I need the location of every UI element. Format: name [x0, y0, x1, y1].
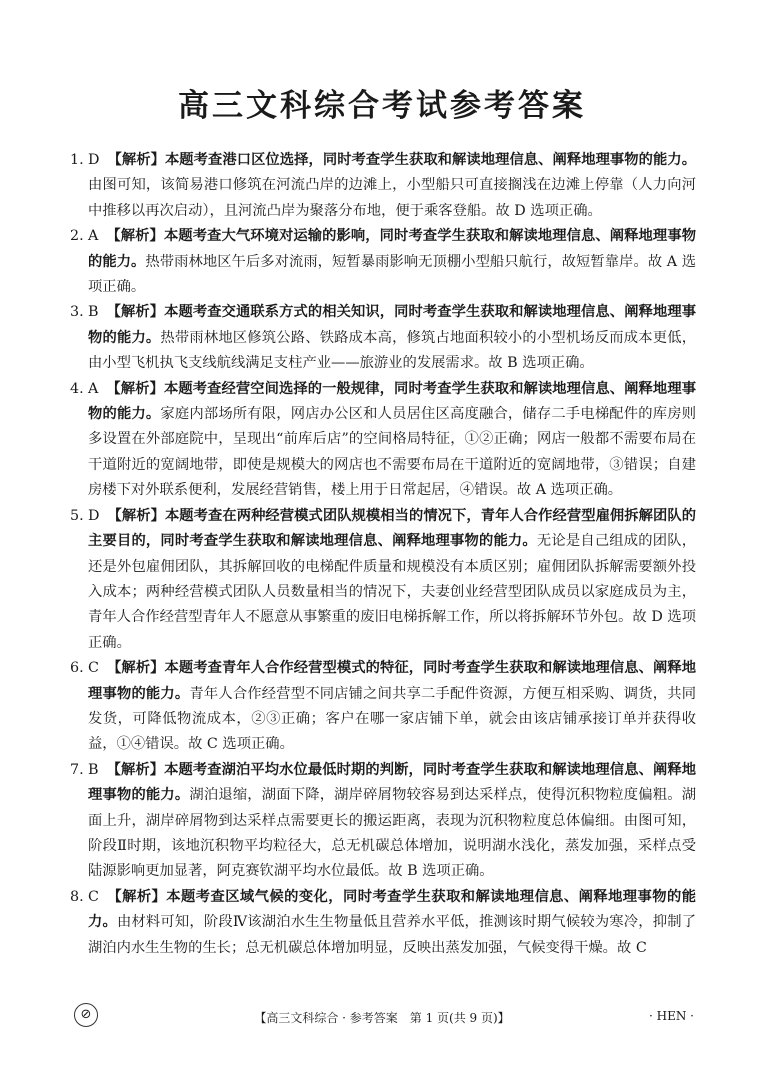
answer-intro: 【解析】本题考查区域气候的变化，同时考查学生获取和解读地理信息、阐释地理事物的能力。	[88, 888, 696, 931]
answer-choice: B	[88, 304, 99, 321]
answer-explanation: 湖泊退缩，湖面下降，湖岸碎屑物较容易到达采样点，使得沉积物粒度偏粗。湖面上升，湖岸碎屑物到达采样点需要更长的搬运距离，表现为沉积物粒度总体偏细。由图可知，阶段Ⅱ时期，该地沉积物平均粒径大，总无机碳总体增加，说明湖水浅化，蒸发加强，采样点受陆源影响更加显著，阿克赛钦湖平均水位最低。故 B 选项正确。	[88, 787, 697, 880]
answer-intro: 【解析】本题考查经营空间选择的一般规律，同时考查学生获取和解读地理信息、阐释地理事物的能力。	[88, 380, 696, 423]
answer-item	[70, 377, 696, 504]
answer-intro: 【解析】本题考查在两种经营模式团队规模相当的情况下，青年人合作经营型雇佣拆解团队的主要目的，同时考查学生获取和解读地理信息、阐释地理事物的能力。	[88, 507, 696, 550]
answer-choice: D	[88, 507, 100, 524]
answer-list	[70, 148, 696, 961]
answer-item	[70, 885, 696, 961]
answer-choice: A	[88, 380, 99, 397]
publisher-logo-icon: ⊘	[74, 1003, 98, 1027]
answer-item	[70, 148, 696, 224]
answer-explanation: 无论是自己组成的团队，还是外包雇佣团队，其拆解回收的电梯配件质量和规模没有本质区别；雇佣团队拆解需要额外投入成本；两种经营模式团队人员数量相当的情况下，夫妻创业经营型团队成员以家庭成员为主，青年人合作经营型青年人不愿意从事繁重的废旧电梯拆解工作，所以将拆解环节外包。故 D 选项正确。	[88, 533, 697, 651]
answer-number: 6.	[70, 660, 84, 677]
answer-intro: 【解析】本题考查交通联系方式的相关知识，同时考查学生获取和解读地理信息、阐释地理事物的能力。	[88, 304, 696, 346]
answer-explanation: 青年人合作经营型不同店铺之间共享二手配件资源，方便互相采购、调货，共同发货，可降低物流成本，②③正确；客户在哪一家店铺下单，就会由该店铺承接订单并获得收益，①④错误。故 C 选项正确。	[88, 685, 697, 753]
answer-explanation: 由图可知，该简易港口修筑在河流凸岸的边滩上，小型船只可直接搁浅在边滩上停靠（人力向河中推移以再次启动），且河流凸岸为聚落分布地，便于乘客登船。故 D 选项正确。	[88, 177, 696, 219]
answer-intro: 【解析】本题考查大气环境对运输的影响，同时考查学生获取和解读地理信息、阐释地理事物的能力。	[88, 228, 696, 270]
answer-explanation: 热带雨林地区修筑公路、铁路成本高，修筑占地面积较小的小型机场反而成本更低，由小型飞机执飞支线航线满足支柱产业——旅游业的发展需求。故 B 选项正确。	[88, 329, 696, 372]
answer-explanation: 家庭内部场所有限，网店办公区和人员居住区高度融合，储存二手电梯配件的库房则多设置在外部庭院中，呈现出“前库后店”的空间格局特征，①②正确；网店一般都不需要布局在干道附近的宽阔地带，即使是规模大的网店也不需要布局在干道附近的宽阔地带，③错误；自建房楼下对外联系便利，发展经营销售，楼上用于日常起居，④错误。故 A 选项正确。	[88, 406, 696, 499]
footer-code: · HEN ·	[649, 1009, 694, 1023]
answer-choice: D	[88, 152, 100, 168]
answer-number: 8.	[70, 888, 84, 905]
answer-intro: 【解析】本题考查湖泊平均水位最低时期的判断，同时考查学生获取和解读地理信息、阐释地理事物的能力。	[88, 761, 696, 804]
answer-number: 7.	[70, 761, 84, 778]
answer-intro: 【解析】本题考查港口区位选择，同时考查学生获取和解读地理信息、阐释地理事物的能力。	[107, 152, 696, 168]
page-title: 高三文科综合考试参考答案	[178, 88, 586, 124]
answer-number: 5.	[70, 507, 84, 524]
answer-choice: C	[88, 888, 99, 905]
answer-explanation: 热带雨林地区午后多对流雨，短暂暴雨影响无顶棚小型船只航行，故短暂靠岸。故 A 选项正确。	[88, 253, 696, 296]
answer-item	[70, 656, 696, 758]
answer-item	[70, 758, 696, 885]
footer-page-info: 【高三文科综合 · 参考答案 第 1 页(共 9 页)】	[254, 1011, 510, 1025]
answer-number: 3.	[70, 304, 84, 321]
answer-number: 4.	[70, 380, 84, 397]
answer-intro: 【解析】本题考查青年人合作经营型模式的特征，同时考查学生获取和解读地理信息、阐释地理事物的能力。	[88, 660, 696, 702]
answer-number: 1.	[70, 152, 84, 168]
answer-number: 2.	[70, 228, 84, 245]
answer-item	[70, 504, 696, 656]
answer-explanation: 由材料可知，阶段Ⅳ该湖泊水生生物量低且营养水平低，推测该时期气候较为寒冷，抑制了湖泊内水生生物的生长；总无机碳总体增加明显，反映出蒸发加强，气候变得干燥。故 C	[88, 914, 697, 956]
answer-choice: B	[88, 761, 99, 778]
answer-item	[70, 300, 696, 376]
answer-item	[70, 224, 696, 300]
page-footer	[0, 1003, 764, 1029]
answer-choice: C	[88, 660, 99, 677]
answer-choice: A	[88, 228, 99, 245]
